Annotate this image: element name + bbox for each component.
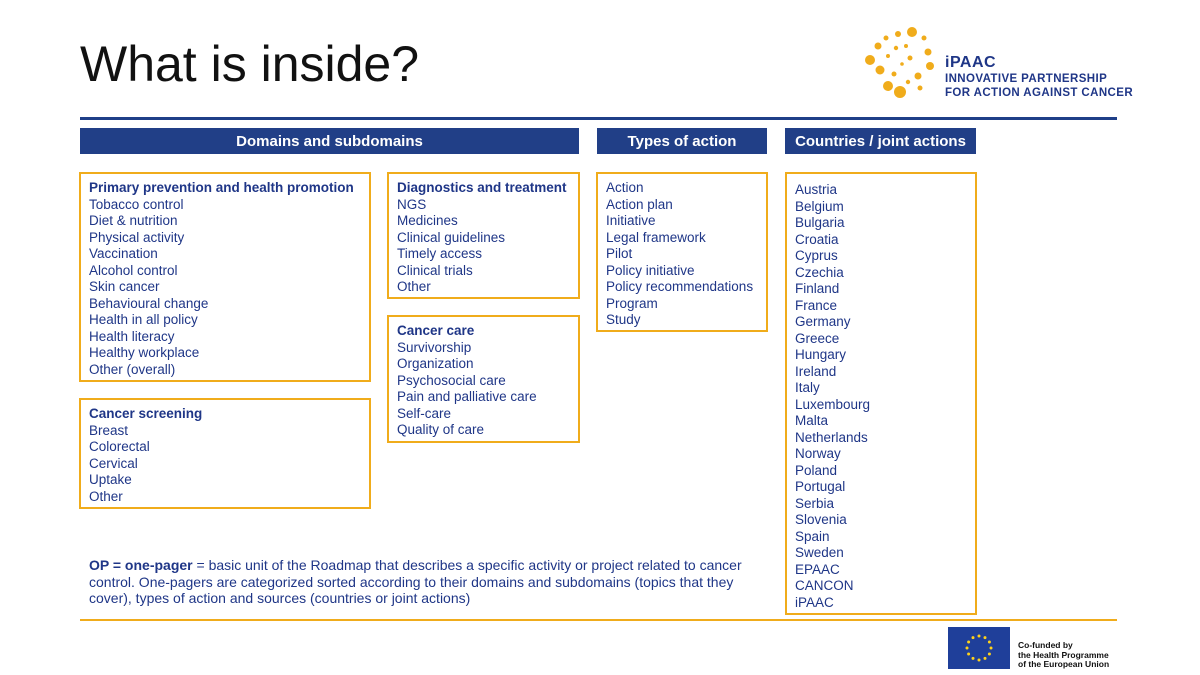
list-item: Clinical trials <box>397 262 473 278</box>
list-item: France <box>795 297 838 313</box>
list-item: Belgium <box>795 198 844 214</box>
list-item: Luxembourg <box>795 396 871 412</box>
list-item: EPAAC <box>795 561 840 577</box>
box-title: Primary prevention and health promotion <box>89 180 354 195</box>
one-pager-note <box>89 557 749 607</box>
list-item: Program <box>606 295 658 311</box>
logo-tagline-line1: INNOVATIVE PARTNERSHIP <box>945 73 1108 85</box>
countries-box <box>785 172 977 615</box>
list-item: Finland <box>795 281 840 296</box>
list-item: Cyprus <box>795 248 838 263</box>
list-item: Breast <box>89 422 129 438</box>
types-box <box>596 172 768 332</box>
list-item: Sweden <box>795 545 844 560</box>
list-item: Netherlands <box>795 429 868 445</box>
eu-cofunded-line2: the Health Programme <box>1018 650 1109 660</box>
list-item: Study <box>606 312 641 327</box>
list-item: Survivorship <box>397 339 472 355</box>
list-item: Serbia <box>795 495 835 511</box>
list-item: Other (overall) <box>89 361 176 377</box>
list-item: iPAAC <box>795 594 834 610</box>
list-item: Hungary <box>795 347 847 362</box>
list-item: Spain <box>795 528 830 544</box>
list-item: Portugal <box>795 479 846 494</box>
header-countries: Countries / joint actions <box>785 128 976 154</box>
note-text: = basic unit of the Roadmap that describes a specific activity or project related to cancer control. One-pagers are categorized sorted according to their domains and subdomains (topics that they cover), types of action and sources (countries or joint actions) <box>89 557 742 606</box>
list-item: Malta <box>795 413 829 428</box>
note-term: OP = one-pager <box>89 557 193 573</box>
list-item: Austria <box>795 182 838 197</box>
list-item: Diet & nutrition <box>89 213 178 228</box>
box-title: Diagnostics and treatment <box>397 180 567 195</box>
list-item: Other <box>397 279 431 294</box>
list-item: Medicines <box>397 213 458 228</box>
eu-cofunded-line1: Co-funded by <box>1018 640 1073 650</box>
list-item: Bulgaria <box>795 215 845 230</box>
list-item: Uptake <box>89 472 132 487</box>
top-divider <box>80 117 1117 120</box>
ipaac-logo-icon <box>858 24 938 100</box>
logo-tagline-line2: FOR ACTION AGAINST CANCER <box>945 87 1134 99</box>
list-item: Clinical guidelines <box>397 229 506 245</box>
list-item: Italy <box>795 380 820 395</box>
list-item: Initiative <box>606 213 656 228</box>
list-item: Other <box>89 488 123 504</box>
eu-flag-icon <box>948 627 1010 669</box>
list-item: Policy initiative <box>606 262 695 278</box>
list-item: Action plan <box>606 196 673 212</box>
list-item: Norway <box>795 446 841 461</box>
list-item: Action <box>606 180 644 195</box>
cancer-care-box <box>387 315 580 443</box>
list-item: Germany <box>795 314 851 329</box>
list-item: Pilot <box>606 246 633 261</box>
list-item: CANCON <box>795 578 854 593</box>
box-title: Cancer care <box>397 323 475 338</box>
list-item: Quality of care <box>397 422 485 437</box>
screening-box <box>79 398 371 509</box>
list-item: Healthy workplace <box>89 345 200 360</box>
list-item: Colorectal <box>89 439 150 454</box>
list-item: Timely access <box>397 246 483 261</box>
list-item: Organization <box>397 356 474 371</box>
list-item: Croatia <box>795 231 839 247</box>
list-item: Behavioural change <box>89 295 209 311</box>
list-item: Psychosocial care <box>397 372 506 388</box>
list-item: Cervical <box>89 455 138 471</box>
list-item: Slovenia <box>795 512 847 527</box>
list-item: Policy recommendations <box>606 279 754 294</box>
list-item: Legal framework <box>606 229 706 245</box>
list-item: NGS <box>397 196 427 212</box>
list-item: Czechia <box>795 264 844 280</box>
list-item: Vaccination <box>89 246 158 261</box>
list-item: Health in all policy <box>89 312 198 327</box>
list-item: Skin cancer <box>89 279 160 294</box>
list-item: Tobacco control <box>89 196 184 212</box>
diagnostics-box <box>387 172 580 299</box>
header-types: Types of action <box>597 128 767 154</box>
logo-name: iPAAC <box>945 54 997 71</box>
list-item: Self-care <box>397 405 452 421</box>
prevention-box <box>79 172 371 382</box>
list-item: Physical activity <box>89 229 185 245</box>
list-item: Alcohol control <box>89 262 178 278</box>
eu-cofunded-line3: of the European Union <box>1018 659 1110 669</box>
list-item: Poland <box>795 462 838 478</box>
list-item: Health literacy <box>89 328 175 344</box>
box-title: Cancer screening <box>89 406 203 421</box>
bottom-divider <box>80 619 1117 621</box>
slide-title: What is inside? <box>80 36 420 92</box>
list-item: Greece <box>795 330 840 346</box>
header-domains: Domains and subdomains <box>80 128 579 154</box>
list-item: Pain and palliative care <box>397 389 537 404</box>
list-item: Ireland <box>795 363 837 379</box>
